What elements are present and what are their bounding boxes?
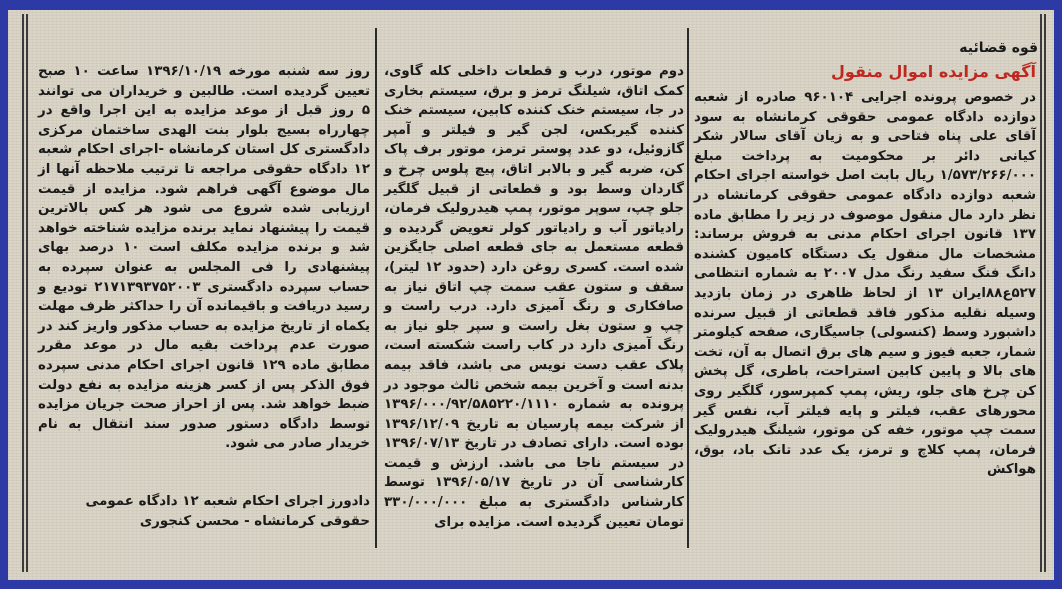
signature-line: دادورز اجرای احکام شعبه ۱۲ دادگاه عمومی حقوقی کرمانشاه - محسن کنجوری (85, 494, 370, 529)
notice-headline: آگهی مزایده اموال منقول (831, 62, 1036, 81)
middle-column-text: دوم موتور، درب و قطعات داخلی کله گاوی، کمک اتاق، شیلنگ ترمز و برق، سیستم بخاری در جا، سیستم خنک کننده کابین، سیستم خنک کننده گیربکس، لجن گیر و فیلتر و آمپر گازوئیل، دو عدد پوستر ترمز، موتور برف پاک کن، ضربه گیر و بالابر اتاق، پیچ پلوس چرخ و گاردان وسط بود و قطعاتی از قبیل گلگیر جلو چپ، سوپر موتور، پمپ هیدرولیک فرمان، رادیاتور آب و رادیاتور کولر تعویض گردیده و قطعه مستعمل به جای قطعه اصلی جایگزین شده است. کسری روغن دارد (حدود ۱۲ لیتر)، سقف و ستون عقب سمت چپ اتاق نیاز به صافکاری و رنگ آمیزی دارد. درب راست و چپ و ستون بغل راست و سپر جلو نیاز به رنگ آمیزی دارد در کاب راست شکسته است، پلاک عقب دست نویس می باشد، فاقد بیمه بدنه است و آخرین بیمه شخص ثالث موجود در پرونده به شماره ۱۳۹۶/۰۰۰/۹۲/۵۸۵۲۲۰/۱۱۱۰ از شرکت بیمه پارسیان به تاریخ ۱۳۹۶/۱۲/۰۹ بوده است. دارای تصادف در تاریخ ۱۳۹۶/۰۷/۱۳ در سیستم ناجا می باشد. ارزش و قیمت کارشناسی آن در تاریخ ۱۳۹۶/۰۵/۱۷ توسط کارشناس دادگستری به مبلغ ۳۳۰/۰۰۰/۰۰۰ تومان تعیین گردیده است. مزایده برای (384, 64, 684, 530)
column-divider (687, 28, 689, 548)
newspaper-clipping (8, 10, 1054, 580)
organization-name: قوه قضائیه (959, 40, 1038, 56)
left-column-text: روز سه شنبه مورخه ۱۳۹۶/۱۰/۱۹ ساعت ۱۰ صبح تعیین گردیده است. طالبین و خریداران می توانند ۵ روز قبل از موعد مزایده به این اجرا واقع در چهارراه بسیج بلوار بنت الهدی ساختمان مرکزی دادگستری کل استان کرمانشاه -اجرای احکام شعبه ۱۲ دادگاه حقوقی مراجعه تا ترتیب ملاحظه آنها از مال موضوع آگهی فراهم شود. مزایده از قیمت ارزیابی شده شروع می شود هر کس بالاترین قیمت را پیشنهاد نماید برنده مزایده شناخته خواهد شد و برنده مزایده مکلف است ۱۰ درصد بهای پیشنهادی را فی المجلس به عنوان سپرده به حساب سپرده دادگستری ۲۱۷۱۳۹۳۷۵۲۰۰۳ تودیع و رسید دریافت و باقیمانده آن را حداکثر ظرف مهلت یکماه از تاریخ مزایده به حساب مذکور واریز کند در صورت عدم پرداخت بقیه مال در موعد مقرر مطابق ماده ۱۲۹ قانون اجرای احکام مدنی سپرده فوق الذکر پس از کسر هزینه مزایده به نفع دولت ضبط خواهد شد. پس از احراز صحت جریان مزایده توسط دادگاه دستور صدور سند انتقال به نام خریدار صادر می شود. (38, 64, 371, 452)
right-column-text: در خصوص پرونده اجرایی ۹۶۰۱۰۴ صادره از شعبه دوازده دادگاه عمومی حقوقی کرمانشاه به سود آقای علی پناه فتاحی و به زیان آقای سالار شکر کیانی دائر بر محکومیت به پرداخت مبلغ ۱/۵۷۳/۲۶۶/۰۰۰ ریال بابت اصل خواسته اجرای احکام شعبه دوازده دادگاه عمومی حقوقی کرمانشاه در نظر دارد مال منقول موصوف در زیر را مطابق ماده ۱۳۷ قانون اجرای احکام مدنی به فروش برساند: مشخصات مال منقول یک دستگاه کامیون کشنده دانگ فنگ سفید رنگ مدل ۲۰۰۷ به شماره انتظامی ۵۲۷ع۸۸ایران ۱۳ از لحاظ ظاهری در زمان بازدید وسیله نقلیه مذکور فاقد قطعاتی از قبیل سرنده داشبورد وسط (کنسولی) جاسیگاری، صفحه کیلومتر شمار، جعبه فیوز و سیم های برق اتصال به آن، تخت های بالا و پایین کابین استراحت، باطری، گل پخش کن چرخ های جلو، ریش، پمپ کمپرسور، گلگیر روی محورهای عقب، فیلتر و پایه فیلتر آب، نفس گیر سمت چپ موتور، خفه کن موتور، شیلنگ هیدرولیک فرمان، پمپ کلاچ و ترمز، یک عدد تانک باد، بوق، هواکش (694, 90, 1036, 478)
column-divider (375, 28, 377, 548)
